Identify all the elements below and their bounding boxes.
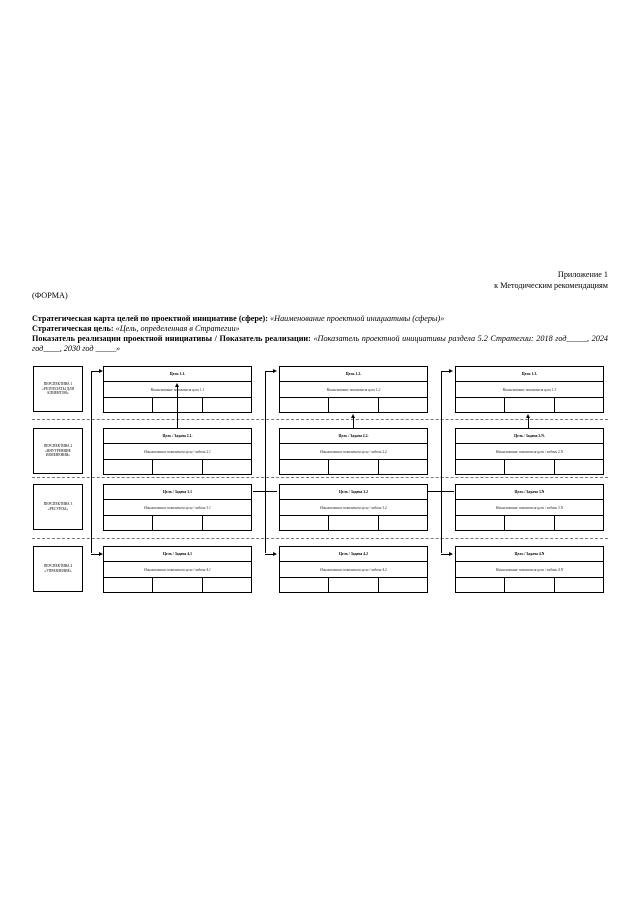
goal-title: Цель / Задача 2.1.: [104, 429, 251, 444]
goal-indicator-name: Наименование показателя цели / задачи 4.2: [280, 562, 427, 578]
indicator-value-cell: [203, 516, 251, 530]
appendix-note: [494, 270, 608, 291]
goal-indicator-name: Наименование показателя цели / задачи 4.N: [456, 562, 603, 578]
indicator-value-cell: [555, 578, 603, 592]
goal-box-1-2: [279, 366, 428, 413]
goal-box-2-3: [455, 428, 604, 475]
perspective-4: ПЕРСПЕКТИВА 4 «УПРАВЛЕНИЕ»: [33, 546, 83, 592]
connector-col-3: [441, 371, 442, 553]
perspective-2: ПЕРСПЕКТИВА 2 «ВНУТРЕННИЕ ИЗМЕНЕНИЯ»: [33, 428, 83, 474]
link-3-1-to-3-2: [253, 491, 277, 492]
initiative-value: «Наименование проектной инициативы (сферы)»: [270, 314, 445, 323]
indicator-value-cells: [280, 460, 427, 474]
indicator-value-cell: [456, 578, 505, 592]
indicator-value-cell: [329, 460, 378, 474]
goal-title: Цель / Задача 4.N: [456, 547, 603, 562]
indicator-value-cell: [379, 516, 427, 530]
indicator-value-cell: [456, 398, 505, 412]
connector-col-1: [91, 371, 92, 553]
indicator-value-cell: [505, 516, 554, 530]
indicator-value-cells: [280, 578, 427, 592]
goal-label: Стратегическая цель:: [32, 324, 114, 333]
goal-box-2-2: [279, 428, 428, 475]
indicator-value-cell: [104, 516, 153, 530]
indicator-value-cell: [153, 460, 202, 474]
goal-box-3-3: [455, 484, 604, 531]
indicator-value-cell: [329, 516, 378, 530]
arrow-right-icon: [273, 552, 277, 556]
indicator-value-cell: [329, 398, 378, 412]
indicator-value-cell: [505, 398, 554, 412]
indicator-value-cell: [379, 460, 427, 474]
indicator-value-cell: [203, 460, 251, 474]
indicator-value-cell: [379, 398, 427, 412]
indicator-value-cell: [153, 516, 202, 530]
indicator-value-cell: [104, 578, 153, 592]
goal-box-1-1: [103, 366, 252, 413]
indicator-value-cell: [104, 460, 153, 474]
goal-indicator-name: Наименование показателя цели / задачи 4.1: [104, 562, 251, 578]
goal-title: Цель / Задача 2.2.: [280, 429, 427, 444]
goal-box-3-1: [103, 484, 252, 531]
goal-title: Цель / Задача 2.N.: [456, 429, 603, 444]
goal-indicator-name: Наименование показателя цели / задачи 3.1: [104, 500, 251, 516]
indicator-value-cell: [505, 460, 554, 474]
arrow-up-icon: [351, 414, 355, 418]
goal-title: Цель / Задача 4.2: [280, 547, 427, 562]
header-line-indicator: [32, 334, 608, 354]
indicator-value-cells: [104, 516, 251, 530]
indicator-value-cell: [555, 460, 603, 474]
goal-title: Цель / Задача 3.1: [104, 485, 251, 500]
goal-box-4-2: [279, 546, 428, 593]
goal-title: Цель 1.3.: [456, 367, 603, 382]
goal-indicator-name: Наименование показателя цели 1.2: [280, 382, 427, 398]
indicator-value-cell: [555, 516, 603, 530]
indicator-value-cell: [280, 460, 329, 474]
connector-col-2: [265, 371, 266, 553]
goal-indicator-name: Наименование показателя цели / задачи 2.N: [456, 444, 603, 460]
appendix-line-1: Приложение 1: [557, 270, 608, 279]
indicator-value-cell: [153, 578, 202, 592]
indicator-value-cells: [104, 460, 251, 474]
indicator-value-cell: [456, 460, 505, 474]
goal-indicator-name: Наименование показателя цели / задачи 2.2: [280, 444, 427, 460]
goal-title: Цель 1.2.: [280, 367, 427, 382]
link-3-2-to-3-n: [428, 491, 454, 492]
indicator-value-cells: [456, 398, 603, 412]
goal-title: Цель / Задача 3.2: [280, 485, 427, 500]
header-line-initiative: [32, 314, 608, 324]
indicator-value-cell: [280, 516, 329, 530]
goal-indicator-name: Наименование показателя цели / задачи 3.N: [456, 500, 603, 516]
indicator-label: Показатель реализации проектной инициативы / Показатель реализации:: [32, 334, 311, 343]
goal-value: «Цель, определенная в Стратегии»: [115, 324, 240, 333]
indicator-value-cells: [456, 516, 603, 530]
perspective-1: ПЕРСПЕКТИВА 1 «РЕЗУЛЬТАТЫ ДЛЯ КЛИЕНТОВ»: [33, 366, 83, 412]
goal-indicator-name: Наименование показателя цели / задачи 3.2: [280, 500, 427, 516]
indicator-value-cells: [456, 578, 603, 592]
goal-box-2-1: [103, 428, 252, 475]
indicator-value-cell: [280, 398, 329, 412]
goal-indicator-name: Наименование показателя цели 1.3: [456, 382, 603, 398]
separator-3-4: [32, 538, 608, 539]
separator-1-2: [32, 419, 608, 420]
indicator-value-cells: [104, 398, 251, 412]
perspective-3: ПЕРСПЕКТИВА 3 «РЕСУРСЫ»: [33, 484, 83, 530]
form-label: (ФОРМА): [32, 291, 68, 300]
goal-box-4-1: [103, 546, 252, 593]
arrow-right-icon: [449, 369, 453, 373]
indicator-value-cells: [280, 516, 427, 530]
goal-title: Цель / Задача 4.1: [104, 547, 251, 562]
indicator-value-cell: [555, 398, 603, 412]
goal-box-3-2: [279, 484, 428, 531]
goal-box-1-3: [455, 366, 604, 413]
initiative-label: Стратегическая карта целей по проектной инициативе (сфере):: [32, 314, 269, 323]
goal-indicator-name: Наименование показателя цели 1.1: [104, 382, 251, 398]
header-line-goal: [32, 324, 608, 334]
indicator-value-cell: [153, 398, 202, 412]
indicator-value-cell: [203, 578, 251, 592]
indicator-value: «Показатель проектной инициативы раздела 5.2 Стратегии: 2018 год_____, 2024 год____, 2030 год _____»: [32, 334, 609, 353]
goal-box-4-3: [455, 546, 604, 593]
indicator-value-cell: [329, 578, 378, 592]
separator-2-3: [32, 477, 608, 478]
indicator-value-cells: [456, 460, 603, 474]
arrow-up-icon: [526, 414, 530, 418]
goal-indicator-name: Наименование показателя цели / задачи 2.1: [104, 444, 251, 460]
arrow-right-icon: [273, 369, 277, 373]
indicator-value-cell: [280, 578, 329, 592]
indicator-value-cell: [505, 578, 554, 592]
indicator-value-cells: [280, 398, 427, 412]
indicator-value-cell: [379, 578, 427, 592]
goal-title: Цель / Задача 3.N: [456, 485, 603, 500]
indicator-value-cell: [104, 398, 153, 412]
indicator-value-cell: [456, 516, 505, 530]
arrow-right-icon: [449, 552, 453, 556]
indicator-value-cells: [104, 578, 251, 592]
goal-title: Цель 1.1.: [104, 367, 251, 382]
indicator-value-cell: [203, 398, 251, 412]
appendix-line-2: к Методическим рекомендациям: [494, 280, 608, 290]
